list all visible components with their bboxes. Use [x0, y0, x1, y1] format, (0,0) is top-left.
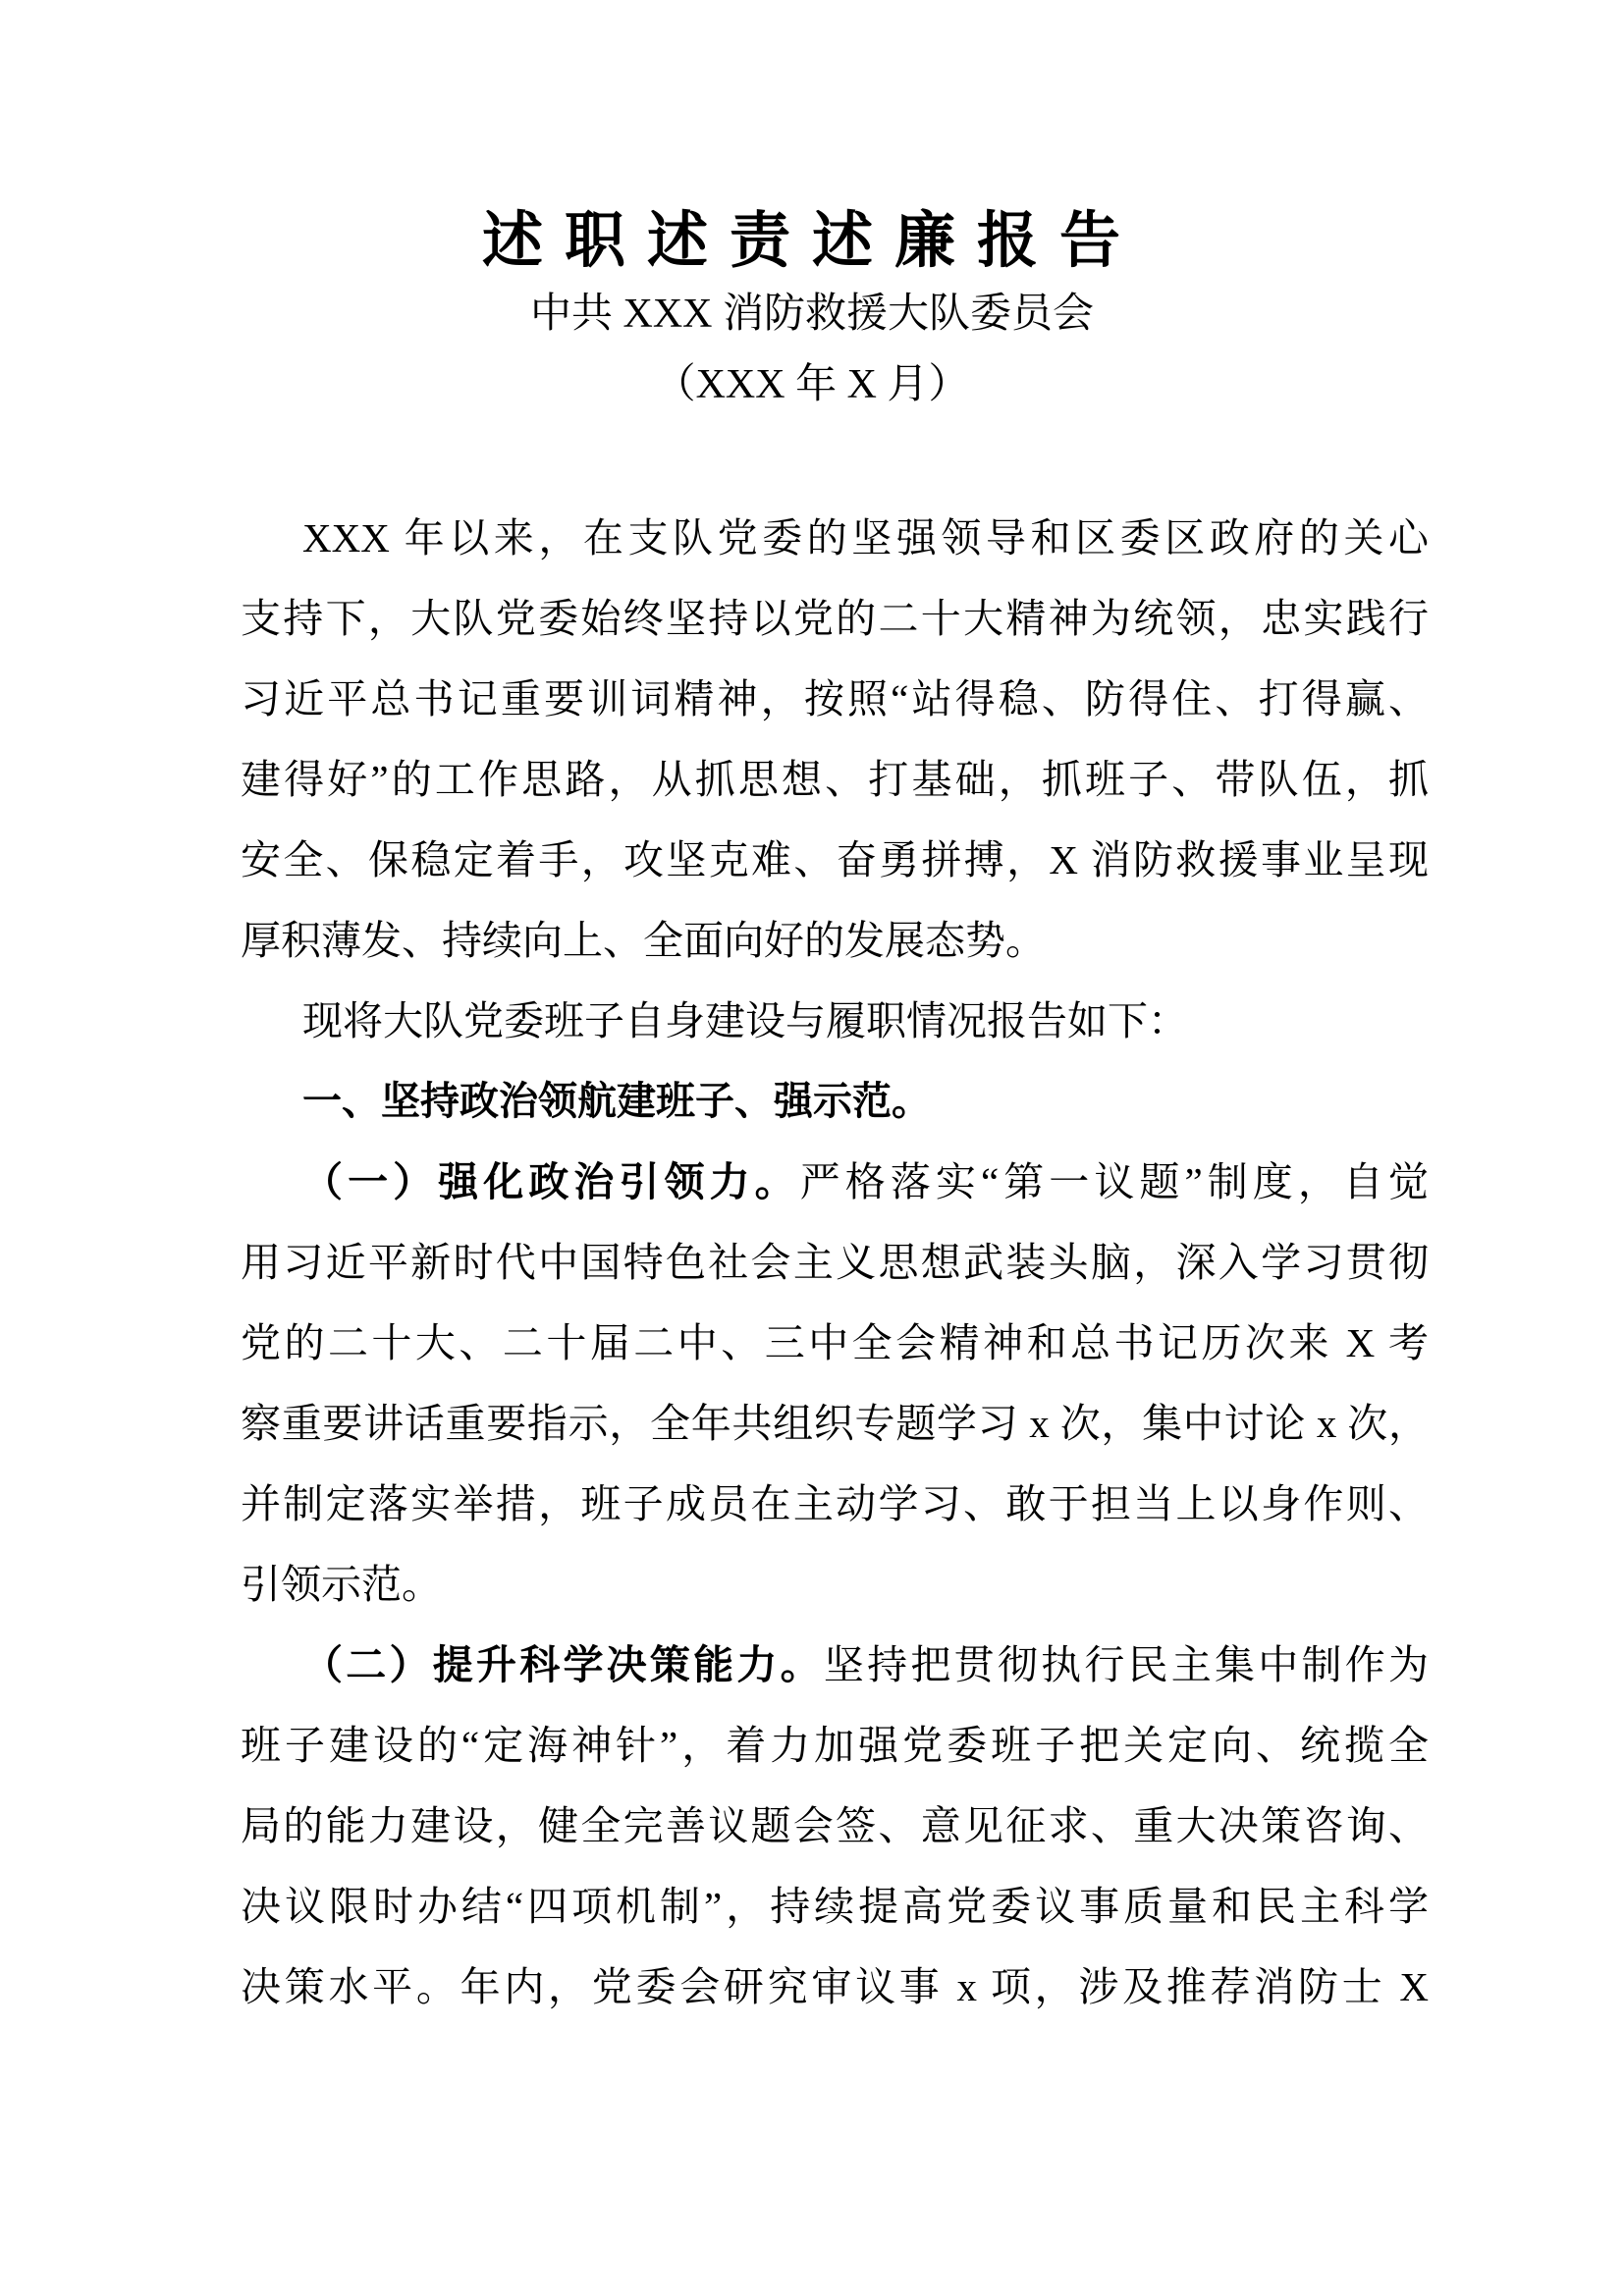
paragraph-line: 安全、保稳定着手，攻坚克难、奋勇拼搏，X 消防救援事业呈现	[241, 837, 1429, 882]
subsection-first-line	[302, 1635, 1429, 1694]
paragraph-line: XXX 年以来，在支队党委的坚强领导和区委区政府的关心	[302, 515, 1429, 561]
document-subtitle: 中共 XXX 消防救援大队委员会	[530, 292, 1094, 337]
subsection-first-line	[302, 1152, 1429, 1211]
subsection-text: 严格落实“第一议题”制度，自觉	[799, 1159, 1429, 1204]
paragraph-line: 厚积薄发、持续向上、全面向好的发展态势。	[241, 918, 1046, 963]
subsection-heading: （二）提升科学决策能力。	[302, 1642, 824, 1687]
paragraph-line: 支持下，大队党委始终坚持以党的二十大精神为统领，忠实践行	[241, 596, 1429, 641]
paragraph-line: 用习近平新时代中国特色社会主义思想武装头脑，深入学习贯彻	[241, 1240, 1429, 1285]
document-date: （XXX 年 X 月）	[654, 362, 970, 407]
paragraph-line: 习近平总书记重要训词精神，按照“站得稳、防得住、打得赢、	[241, 676, 1429, 721]
subsection-text: 坚持把贯彻执行民主集中制作为	[823, 1642, 1430, 1687]
paragraph-line: 班子建设的“定海神针”，着力加强党委班子把关定向、统揽全	[241, 1723, 1429, 1768]
paragraph-line: 局的能力建设，健全完善议题会签、意见征求、重大决策咨询、	[241, 1803, 1429, 1848]
section-heading: 一、坚持政治领航建班子、强示范。	[302, 1079, 931, 1124]
paragraph-line: 现将大队党委班子自身建设与履职情况报告如下：	[302, 998, 1188, 1043]
paragraph-line: 并制定落实举措，班子成员在主动学习、敢于担当上以身作则、	[241, 1481, 1429, 1526]
paragraph-line: 察重要讲话重要指示，全年共组织专题学习 x 次，集中讨论 x 次，	[241, 1401, 1429, 1446]
paragraph-line: 建得好”的工作思路，从抓思想、打基础，抓班子、带队伍，抓	[241, 757, 1429, 802]
paragraph-line: 引领示范。	[241, 1562, 442, 1607]
paragraph-line: 决策水平。年内，党委会研究审议事 x 项，涉及推荐消防士 X	[241, 1964, 1429, 2009]
document-title: 述职述责述廉报告	[481, 204, 1142, 276]
paragraph-line: 决议限时办结“四项机制”，持续提高党委议事质量和民主科学	[241, 1884, 1429, 1929]
paragraph-line: 党的二十大、二十届二中、三中全会精神和总书记历次来 X 考	[241, 1320, 1429, 1365]
subsection-heading: （一）强化政治引领力。	[302, 1159, 800, 1204]
